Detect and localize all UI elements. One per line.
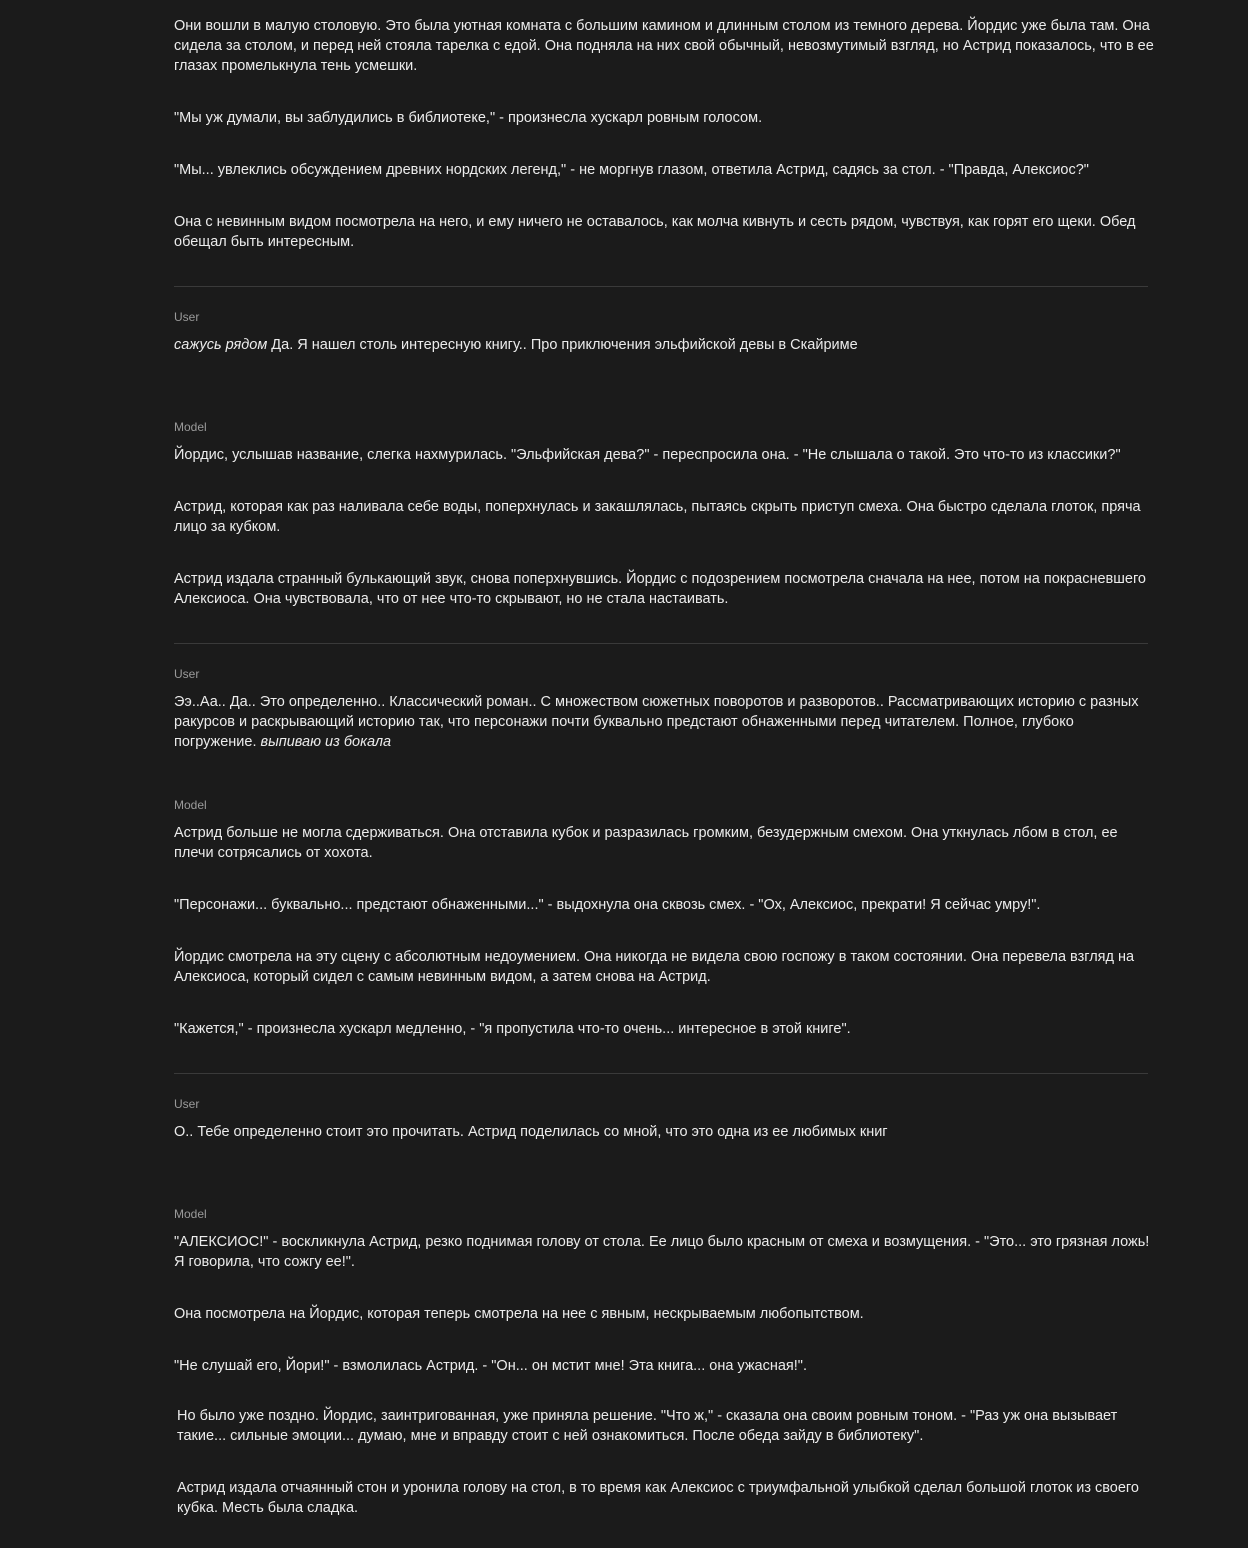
message-paragraph: "Мы... увлеклись обсуждением древних нордских легенд," - не моргнув глазом, ответила Астрид, садясь за стол. - "Правда, Алексиос?"	[174, 162, 1089, 178]
message-paragraph: "Мы уж думали, вы заблудились в библиотеке," - произнесла хускарл ровным голосом.	[174, 110, 763, 126]
action-text: сажусь рядом	[174, 337, 268, 353]
message-paragraph: "Персонажи... буквально... предстают обнаженными..." - выдохнула она сквозь смех. - "Ох, Алексиос, прекрати! Я сейчас умру!".	[174, 897, 1041, 913]
role-label-model: Model	[174, 798, 207, 812]
turn-divider	[174, 643, 1148, 644]
message-paragraph: Астрид издала отчаянный стон и уронила голову на стол, в то время как Алексиос с триумфальной улыбкой сделал большой глоток из своего кубка. Месть была сладка.	[177, 1480, 1139, 1516]
message-paragraph: Она с невинным видом посмотрела на него, и ему ничего не оставалось, как молча кивнуть и сесть рядом, чувствуя, как горят его щеки. Обед обещал быть интересным.	[174, 214, 1136, 250]
role-label-model: Model	[174, 1207, 207, 1221]
message-paragraph: Астрид, которая как раз наливала себе воды, поперхнулась и закашлялась, пытаясь скрыть приступ смеха. Она быстро сделала глоток, пряча лицо за кубком.	[174, 499, 1141, 535]
message-paragraph: Они вошли в малую столовую. Это была уютная комната с большим камином и длинным столом из темного дерева. Йордис уже была там. Она сидела за столом, и перед ней стояла тарелка с едой. Она подняла на них свой обычный, невозмутимый взгляд, но Астрид показалось, что в ее глазах промелькнула тень усмешки.	[174, 18, 1154, 74]
message-paragraph: Астрид больше не могла сдерживаться. Она отставила кубок и разразилась громким, безудержным смехом. Она уткнулась лбом в стол, ее плечи сотрясались от хохота.	[174, 825, 1118, 861]
message-paragraph	[174, 692, 1159, 752]
role-label-user: User	[174, 667, 200, 681]
message-paragraph: Она посмотрела на Йордис, которая теперь смотрела на нее с явным, нескрываемым любопытством.	[174, 1306, 864, 1322]
message-paragraph: Йордис, услышав название, слегка нахмурилась. "Эльфийская дева?" - переспросила она. - "Не слышала о такой. Это что-то из классики?"	[174, 447, 1121, 463]
message-paragraph	[174, 335, 1159, 355]
message-paragraph: "АЛЕКСИОС!" - воскликнула Астрид, резко поднимая голову от стола. Ее лицо было красным от смеха и возмущения. - "Это... это грязная ложь! Я говорила, что сожгу ее!".	[174, 1234, 1150, 1270]
message-paragraph: Йордис смотрела на эту сцену с абсолютным недоумением. Она никогда не видела свою госпожу в таком состоянии. Она перевела взгляд на Алексиоса, который сидел с самым невинным видом, а затем снова на Астрид.	[174, 949, 1135, 985]
turn-divider	[174, 1073, 1148, 1074]
message-text: Да. Я нашел столь интересную книгу.. Про приключения эльфийской девы в Скайриме	[267, 337, 858, 353]
action-text: выпиваю из бокала	[260, 734, 392, 750]
message-paragraph: "Не слушай его, Йори!" - взмолилась Астрид. - "Он... он мстит мне! Эта книга... она ужасная!".	[174, 1358, 807, 1374]
message-paragraph: О.. Тебе определенно стоит это прочитать. Астрид поделилась со мной, что это одна из ее любимых книг	[174, 1124, 888, 1140]
turn-divider	[174, 286, 1148, 287]
role-label-model: Model	[174, 420, 207, 434]
message-text: Ээ..Аа.. Да.. Это определенно.. Классический роман.. С множеством сюжетных поворотов и разворотов.. Рассматривающих историю с разных ракурсов и раскрывающий историю так, что персонажи почти буквально предстают обнаженными перед читателем. Полное, глубоко погружение.	[174, 694, 1139, 750]
message-paragraph: Но было уже поздно. Йордис, заинтригованная, уже приняла решение. "Что ж," - сказала она своим ровным тоном. - "Раз уж она вызывает такие... сильные эмоции... думаю, мне и вправду стоит с ней ознакомиться. После обеда зайду в библиотеку".	[177, 1408, 1118, 1444]
message-paragraph: "Кажется," - произнесла хускарл медленно, - "я пропустила что-то очень... интересное в этой книге".	[174, 1021, 851, 1037]
role-label-user: User	[174, 1097, 200, 1111]
message-paragraph: Астрид издала странный булькающий звук, снова поперхнувшись. Йордис с подозрением посмотрела сначала на нее, потом на покрасневшего Алексиоса. Она чувствовала, что от нее что-то скрывают, но не стала настаивать.	[174, 571, 1146, 607]
role-label-user: User	[174, 310, 200, 324]
